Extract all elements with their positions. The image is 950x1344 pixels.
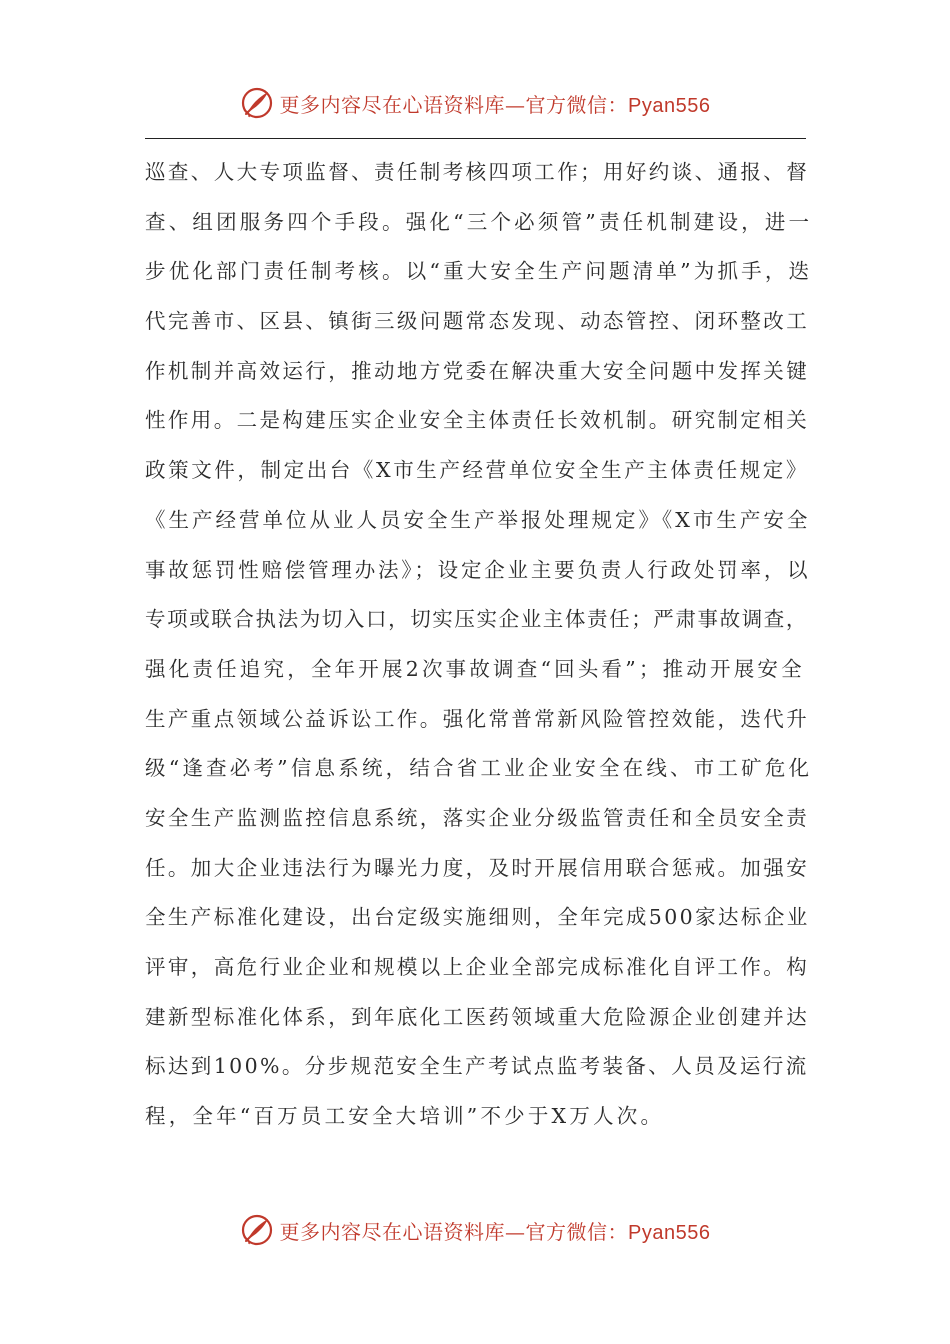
document-body [145, 152, 813, 1146]
body-text-line: 事故惩罚性赔偿管理办法》；设定企业主要负责人行政处罚率，以 [145, 557, 811, 582]
body-text-line: 建新型标准化体系，到年底化工医药领域重大危险源企业创建并达 [145, 1004, 810, 1029]
header-wechat-label: 官方微信： [525, 92, 629, 117]
body-text-line: 性作用。二是构建压实企业安全主体责任长效机制。研究制定相关 [145, 408, 810, 433]
body-text-line: 标达到100%。分步规范安全生产考试点监考装备、人员及运行流 [145, 1054, 809, 1079]
body-text-line: 查、组团服务四个手段。强化“三个必须管”责任机制建设，进一 [145, 209, 813, 234]
body-text-line: 程，全年“百万员工安全大培训”不少于X万人次。 [145, 1104, 665, 1129]
body-text-line: 生产重点领域公益诉讼工作。强化常普常新风险管控效能，迭代升 [145, 706, 810, 731]
footer-wechat-label: 官方微信： [525, 1219, 629, 1244]
footer-site-name: 更多内容尽在心语资料库 [279, 1219, 506, 1244]
footer-wechat-id: Pyan556 [628, 1221, 711, 1244]
body-text-line: 代完善市、区县、镇街三级问题常态发现、动态管控、闭环整改工 [145, 309, 810, 334]
header-separator: — [505, 92, 526, 117]
footer-separator: — [505, 1219, 526, 1244]
body-text-line: 级“逢查必考”信息系统，结合省工业企业安全在线、市工矿危化 [145, 756, 813, 781]
body-text-line: 作机制并高效运行，推动地方党委在解决重大安全问题中发挥关键 [145, 358, 810, 383]
body-text-line: 步优化部门责任制考核。以“重大安全生产问题清单”为抓手，迭 [145, 259, 813, 284]
body-text-line: 评审，高危行业企业和规模以上企业全部完成标准化自评工作。构 [145, 955, 810, 979]
body-text-line: 安全生产监测监控信息系统，落实企业分级监管责任和全员安全责 [145, 805, 810, 830]
body-text-line: 全生产标准化建设，出台定级实施细则，全年完成500家达标企业 [145, 905, 810, 930]
body-text-line: 任。加大企业违法行为曝光力度，及时开展信用联合惩戒。加强安 [145, 855, 810, 880]
header-site-name: 更多内容尽在心语资料库 [279, 92, 506, 117]
body-text-line: 强化责任追究，全年开展2次事故调查“回头看”；推动开展安全 [145, 656, 805, 681]
footer-banner-text [280, 1216, 711, 1245]
body-text-line: 巡查、人大专项监督、责任制考核四项工作；用好约谈、通报、督 [145, 160, 810, 184]
header-banner-text [280, 89, 711, 118]
body-text-line: 专项或联合执法为切入口，切实压实企业主体责任；严肃事故调查， [145, 607, 808, 632]
quill-pen-logo-icon [240, 1213, 274, 1247]
body-text-line: 《生产经营单位从业人员安全生产举报处理规定》《X市生产安全 [145, 507, 811, 532]
header-divider [145, 138, 806, 139]
body-text-line: 政策文件，制定出台《X市生产经营单位安全生产主体责任规定》 [145, 458, 809, 483]
header-wechat-id: Pyan556 [628, 94, 711, 117]
quill-pen-logo-icon [240, 86, 274, 120]
header-banner [0, 83, 950, 123]
footer-banner [0, 1210, 950, 1250]
